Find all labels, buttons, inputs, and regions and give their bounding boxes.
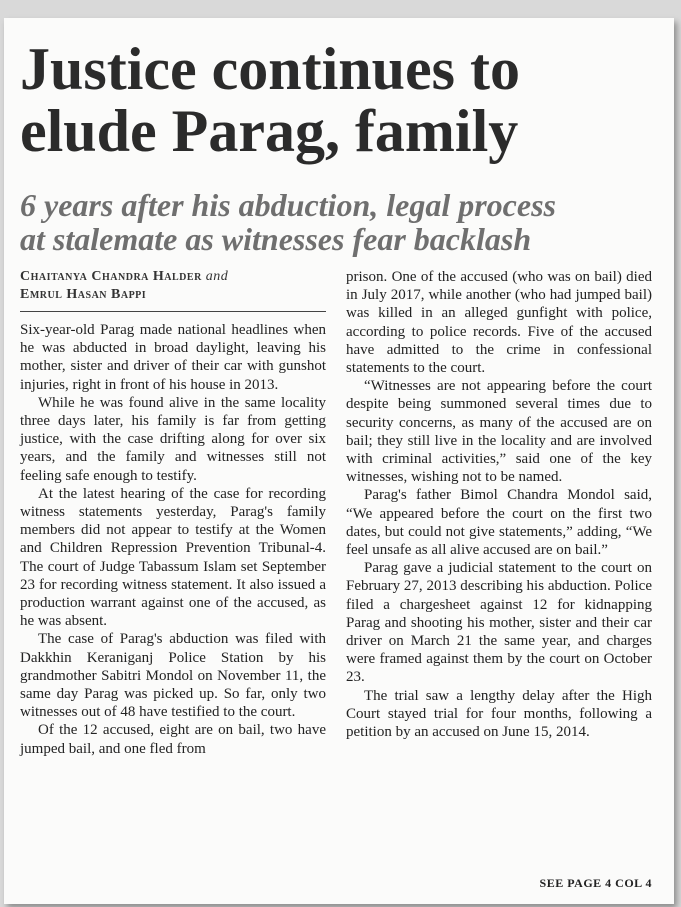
author-name: Chaitanya Chandra Halder (20, 269, 202, 284)
paragraph: At the latest hearing of the case for recording witness statements yesterday, Parag's family members did not appear to testify at the Women and Children Repression Prevention Tribunal-4. The court of Judge Tabassum Islam set September 23 for recording witness statement. It also issued a production warrant against one of the accused, as he was absent. (20, 485, 326, 630)
paragraph: While he was found alive in the same locality three days later, his family is far from getting justice, with the case drifting along for over six years, and the family and witnesses still not feeling safe enough to testify. (20, 394, 326, 484)
paragraph: The trial saw a lengthy delay after the High Court stayed trial for four months, following a petition by an accused on June 15, 2014. (346, 687, 652, 741)
newspaper-clipping (4, 18, 674, 904)
byline-conjunction: and (205, 269, 229, 284)
continued-jump-line: SEE PAGE 4 COL 4 (539, 876, 652, 890)
paragraph: Six-year-old Parag made national headlines when he was abducted in broad daylight, leaving his mother, sister and driver of their car with gunshot injuries, right in front of his house in 2013. (20, 322, 326, 393)
paragraph: Of the 12 accused, eight are on bail, two have jumped bail, and one fled from (20, 722, 326, 757)
headline-line-2: elude Parag, family (20, 98, 519, 164)
subheadline (20, 188, 670, 256)
paragraph: Parag's father Bimol Chandra Mondol said, “We appeared before the court on the first two dates, but could not give statements,” adding, “We feel unsafe as all alive accused are on bail.” (346, 487, 652, 559)
article-column-left (20, 321, 326, 758)
headline-line-1: Justice continues to (20, 36, 520, 102)
paragraph: Parag gave a judicial statement to the court on February 27, 2013 describing his abduction. Police filed a chargesheet against 12 for kidnapping Parag and shooting his mother, sister and their car driver on March 21 the same year, and charges were framed against them by the court on October 23. (346, 560, 652, 686)
paragraph: The case of Parag's abduction was filed with Dakkhin Keraniganj Police Station by his grandmother Sabitri Mondol on November 11, the same day Parag was picked up. So far, only two witnesses out of 48 have testified to the court. (20, 631, 326, 721)
article-column-right (346, 268, 652, 741)
headline (20, 38, 670, 162)
paragraph: prison. One of the accused (who was on bail) died in July 2017, while another (who had jumped bail) was killed in an alleged gunfight with police, according to police records. Five of the accused have admitted to the crime in confessional statements to the court. (346, 269, 652, 377)
paragraph: “Witnesses are not appearing before the court despite being summoned several times due to security concerns, as many of the accused are on bail; they still live in the locality and are involved with criminal activities,” said one of the key witnesses, wishing not to be named. (346, 378, 652, 486)
subhead-line-1: 6 years after his abduction, legal process (20, 187, 556, 223)
byline (20, 268, 325, 304)
subhead-line-2: at stalemate as witnesses fear backlash (20, 221, 532, 257)
byline-divider (20, 311, 326, 312)
author-name: Emrul Hasan Bappi (20, 287, 147, 302)
